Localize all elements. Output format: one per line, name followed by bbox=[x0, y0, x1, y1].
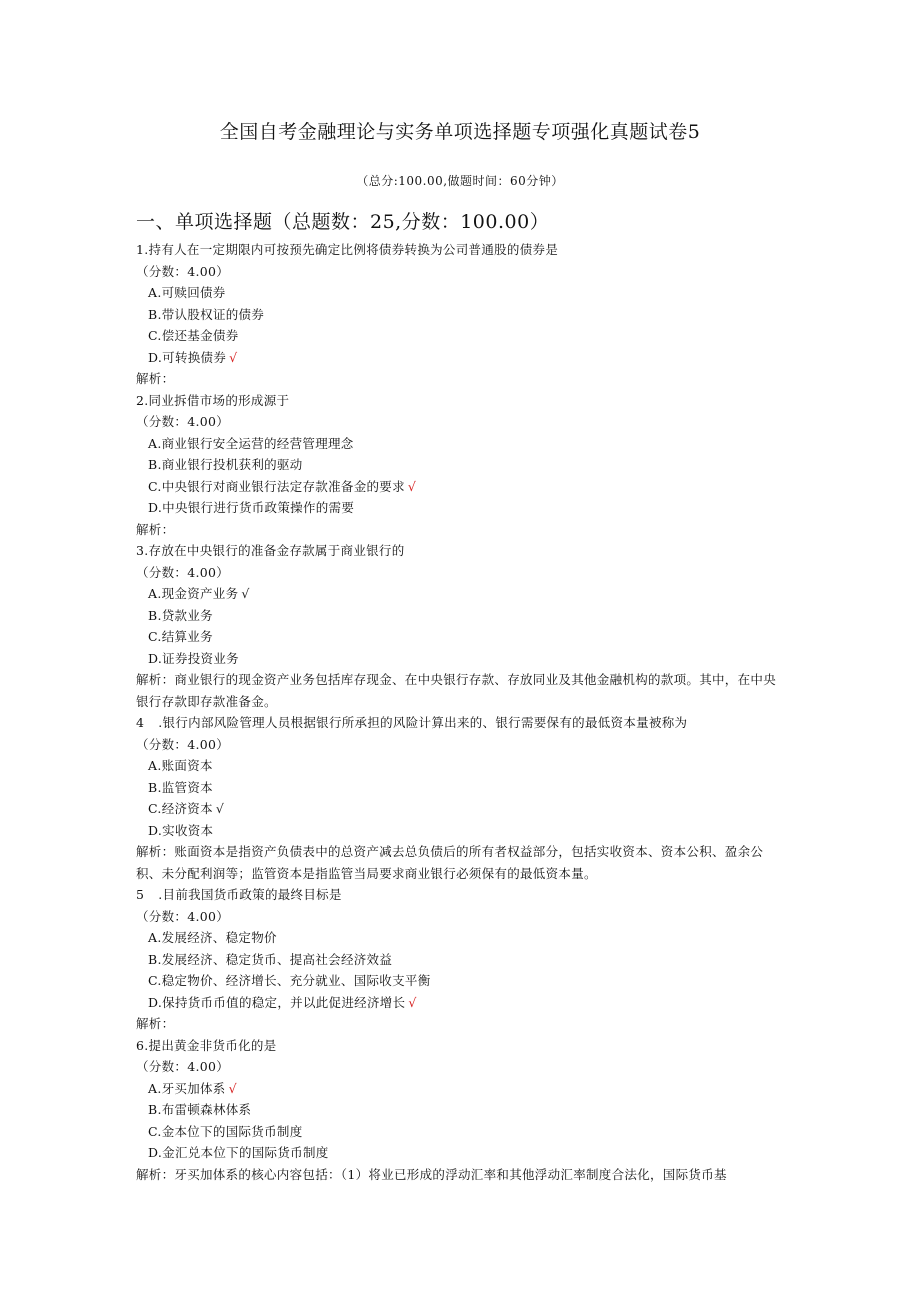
check-mark-icon: √ bbox=[407, 478, 417, 494]
option: B.发展经济、稳定货币、提高社会经济效益 bbox=[148, 951, 393, 967]
option-correct: A.现金资产业务 √ bbox=[148, 586, 250, 601]
option: C.偿还基金债券 bbox=[148, 328, 239, 343]
analysis-label: 解析： bbox=[136, 1016, 175, 1031]
question-stem: 4 .银行内部风险管理人员根据银行所承担的风险计算出来的、银行需要保有的最低资本量被称为 bbox=[136, 715, 688, 730]
option: D.中央银行进行货币政策操作的需要 bbox=[148, 500, 355, 515]
option: A.账面资本 bbox=[148, 758, 213, 773]
question-score: （分数：4.00） bbox=[136, 1059, 230, 1074]
question-score: （分数：4.00） bbox=[136, 736, 230, 752]
option: C.稳定物价、经济增长、充分就业、国际收支平衡 bbox=[148, 973, 431, 988]
option-correct: D.保持货币币值的稳定，并以此促进经济增长 √ bbox=[148, 994, 417, 1010]
analysis-label: 解析： bbox=[136, 521, 175, 537]
check-mark-icon: √ bbox=[228, 1080, 237, 1096]
question-stem: 5 .目前我国货币政策的最终目标是 bbox=[136, 887, 342, 902]
analysis-label: 解析： bbox=[136, 371, 175, 386]
question-stem: 2.同业拆借市场的形成源于 bbox=[136, 392, 290, 408]
option: D.实收资本 bbox=[148, 822, 214, 838]
option: B.贷款业务 bbox=[148, 607, 213, 623]
question-stem: 1.持有人在一定期限内可按预先确定比例将债券转换为公司普通股的债券是 bbox=[136, 242, 559, 257]
question-list bbox=[136, 239, 786, 1185]
analysis-text: 解析：账面资本是指资产负债表中的总资产减去总负债后的所有者权益部分，包括实收资本、资本公积、盈余公积、未分配利润等；监管资本是指监管当局要求商业银行必须保有的最低资本量。 bbox=[136, 844, 764, 881]
option: C.金本位下的国际货币制度 bbox=[148, 1123, 303, 1139]
option: B.监管资本 bbox=[148, 779, 213, 795]
question-score: （分数：4.00） bbox=[136, 263, 230, 279]
question-score: （分数：4.00） bbox=[136, 564, 230, 580]
option: C.结算业务 bbox=[148, 629, 213, 644]
option: B.商业银行投机获利的驱动 bbox=[148, 457, 303, 472]
option-correct: A.牙买加体系 √ bbox=[148, 1080, 237, 1096]
option-correct: C.中央银行对商业银行法定存款准备金的要求 √ bbox=[148, 478, 417, 494]
question-score: （分数：4.00） bbox=[136, 414, 230, 429]
option: D.金汇兑本位下的国际货币制度 bbox=[148, 1145, 329, 1160]
check-mark-icon: √ bbox=[215, 801, 225, 816]
option-correct: C.经济资本 √ bbox=[148, 801, 225, 816]
question-stem: 6.提出黄金非货币化的是 bbox=[136, 1037, 277, 1053]
question-score: （分数：4.00） bbox=[136, 908, 230, 924]
check-mark-icon: √ bbox=[408, 994, 417, 1010]
option-correct: D.可转换债券 √ bbox=[148, 349, 238, 365]
option: A.发展经济、稳定物价 bbox=[148, 930, 277, 945]
exam-meta: （总分:100.00,做题时间：60分钟） bbox=[356, 174, 564, 188]
option: A.商业银行安全运营的经营管理理念 bbox=[148, 435, 354, 451]
option: D.证券投资业务 bbox=[148, 650, 239, 666]
option: B.布雷顿森林体系 bbox=[148, 1102, 252, 1117]
check-mark-icon: √ bbox=[229, 349, 238, 365]
check-mark-icon: √ bbox=[241, 586, 250, 601]
document-title: 全国自考金融理论与实务单项选择题专项强化真题试卷5 bbox=[219, 121, 701, 143]
section-heading: 一、单项选择题（总题数：25,分数：100.00） bbox=[136, 211, 550, 233]
option: A.可赎回债券 bbox=[148, 285, 226, 300]
question-stem: 3.存放在中央银行的准备金存款属于商业银行的 bbox=[136, 543, 405, 558]
analysis-text: 解析：牙买加体系的核心内容包括：（1）将业已形成的浮动汇率和其他浮动汇率制度合法化，国际货币基 bbox=[136, 1166, 727, 1182]
option: B.带认股权证的债券 bbox=[148, 306, 265, 322]
analysis-text: 解析：商业银行的现金资产业务包括库存现金、在中央银行存款、存放同业及其他金融机构的款项。其中，在中央银行存款即存款准备金。 bbox=[136, 672, 777, 709]
